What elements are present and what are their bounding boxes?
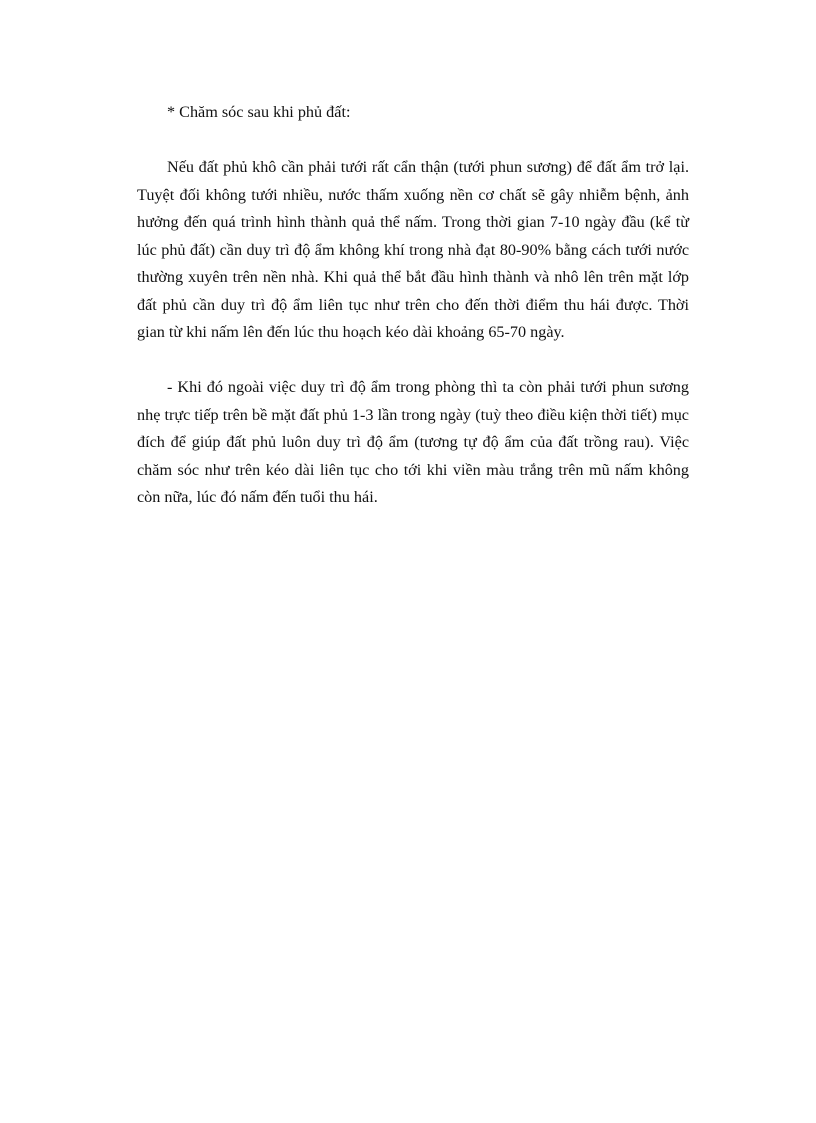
section-heading: * Chăm sóc sau khi phủ đất: [167, 103, 351, 121]
paragraph-2: - Khi đó ngoài việc duy trì độ ẩm trong phòng thì ta còn phải tưới phun sương nhẹ trực tiếp trên bề mặt đất phủ 1-3 lần trong ngày (tuỳ theo điều kiện thời tiết) mục đích để giúp đất phủ luôn duy trì độ ẩm (tương tự độ ẩm của đất trồng rau). Việc chăm sóc như trên kéo dài liên tục cho tới khi viền màu trắng trên mũ nấm không còn nữa, lúc đó nấm đến tuổi thu hái. [137, 378, 689, 506]
paragraph-1: Nếu đất phủ khô cần phải tưới rất cẩn thận (tưới phun sương) để đất ẩm trở lại. Tuyệt đối không tưới nhiều, nước thấm xuống nền cơ chất sẽ gây nhiễm bệnh, ảnh hưởng đến quá trình hình thành quả thể nấm. Trong thời gian 7-10 ngày đầu (kể từ lúc phủ đất) cần duy trì độ ẩm không khí trong nhà đạt 80-90% bằng cách tưới nước thường xuyên trên nền nhà. Khi quả thể bắt đầu hình thành và nhô lên trên mặt lớp đất phủ cần duy trì độ ẩm liên tục như trên cho đến thời điểm thu hái được. Thời gian từ khi nấm lên đến lúc thu hoạch kéo dài khoảng 65-70 ngày. [137, 158, 689, 341]
document-body [137, 99, 689, 512]
